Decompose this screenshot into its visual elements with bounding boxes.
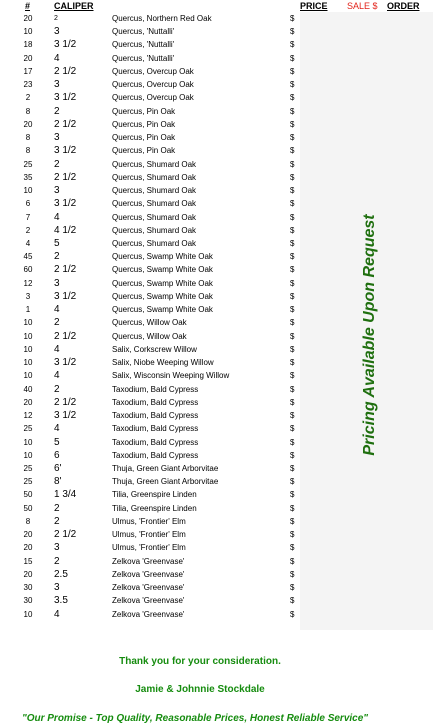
row-price: $ bbox=[290, 238, 295, 248]
row-caliper: 3 bbox=[54, 185, 60, 197]
table-row bbox=[0, 25, 310, 38]
row-caliper: 2 bbox=[54, 317, 60, 329]
row-price: $ bbox=[290, 146, 295, 156]
table-row bbox=[0, 555, 310, 568]
row-caliper: 2 1/2 bbox=[54, 264, 77, 276]
row-price: $ bbox=[290, 397, 295, 407]
row-quantity: 20 bbox=[23, 569, 33, 579]
row-price: $ bbox=[290, 411, 295, 421]
row-quantity: 25 bbox=[23, 159, 33, 169]
row-caliper: 5 bbox=[54, 436, 60, 448]
row-quantity: 10 bbox=[23, 609, 33, 619]
row-price: $ bbox=[290, 265, 295, 275]
row-price: $ bbox=[290, 477, 295, 487]
row-price: $ bbox=[290, 503, 295, 513]
table-row bbox=[0, 316, 310, 329]
row-quantity: 10 bbox=[23, 186, 33, 196]
row-plant-name: Quercus, Shumard Oak bbox=[112, 212, 197, 222]
row-caliper: 2 1/2 bbox=[54, 65, 77, 77]
row-quantity: 8 bbox=[25, 146, 31, 156]
row-plant-name: Ulmus, 'Frontier' Elm bbox=[112, 516, 186, 526]
row-quantity: 3 bbox=[25, 291, 31, 301]
row-caliper: 3 1/2 bbox=[54, 39, 77, 51]
row-price: $ bbox=[290, 291, 295, 301]
row-caliper: 4 bbox=[54, 370, 60, 382]
row-caliper: 6 bbox=[54, 449, 60, 461]
row-caliper: 2 bbox=[54, 555, 60, 567]
table-row bbox=[0, 515, 310, 528]
row-plant-name: Tilia, Greenspire Linden bbox=[112, 490, 197, 500]
table-row bbox=[0, 118, 310, 131]
row-quantity: 15 bbox=[23, 556, 33, 566]
row-price: $ bbox=[290, 225, 295, 235]
table-row bbox=[0, 290, 310, 303]
row-price: $ bbox=[290, 80, 295, 90]
row-plant-name: Ulmus, 'Frontier' Elm bbox=[112, 543, 186, 553]
row-quantity: 60 bbox=[23, 265, 33, 275]
table-row bbox=[0, 475, 310, 488]
row-plant-name: Quercus, Shumard Oak bbox=[112, 186, 197, 196]
row-caliper: 4 bbox=[54, 423, 60, 435]
table-row bbox=[0, 449, 310, 462]
row-plant-name: Thuja, Green Giant Arborvitae bbox=[112, 477, 219, 487]
row-caliper: 2 bbox=[54, 15, 58, 22]
row-plant-name: Taxodium, Bald Cypress bbox=[112, 450, 199, 460]
table-row bbox=[0, 211, 310, 224]
row-price: $ bbox=[290, 331, 295, 341]
header-sale: SALE $ bbox=[347, 1, 378, 11]
row-plant-name: Ulmus, 'Frontier' Elm bbox=[112, 530, 186, 540]
row-price: $ bbox=[290, 159, 295, 169]
row-plant-name: Quercus, Swamp White Oak bbox=[112, 278, 213, 288]
row-quantity: 6 bbox=[25, 199, 31, 209]
row-caliper: 3 1/2 bbox=[54, 198, 77, 210]
row-caliper: 3 1/2 bbox=[54, 145, 77, 157]
row-plant-name: Quercus, Pin Oak bbox=[112, 119, 176, 129]
row-caliper: 2 1/2 bbox=[54, 330, 77, 342]
row-plant-name: Tilia, Greenspire Linden bbox=[112, 503, 197, 513]
row-caliper: 3 bbox=[54, 582, 60, 594]
row-quantity: 10 bbox=[23, 344, 33, 354]
row-quantity: 10 bbox=[23, 371, 33, 381]
row-plant-name: Zelkova 'Greenvase' bbox=[112, 556, 185, 566]
row-caliper: 8' bbox=[54, 476, 62, 488]
row-caliper: 5 bbox=[54, 237, 60, 249]
row-caliper: 4 bbox=[54, 304, 60, 316]
row-quantity: 20 bbox=[23, 397, 33, 407]
table-row bbox=[0, 581, 310, 594]
table-row bbox=[0, 343, 310, 356]
row-caliper: 4 1/2 bbox=[54, 224, 77, 236]
row-caliper: 3 bbox=[54, 277, 60, 289]
row-plant-name: Quercus, Overcup Oak bbox=[112, 66, 194, 76]
row-quantity: 30 bbox=[23, 596, 33, 606]
table-row bbox=[0, 541, 310, 554]
row-price: $ bbox=[290, 40, 295, 50]
row-plant-name: Taxodium, Bald Cypress bbox=[112, 384, 199, 394]
row-plant-name: Quercus, Willow Oak bbox=[112, 318, 187, 328]
table-row bbox=[0, 462, 310, 475]
row-price: $ bbox=[290, 53, 295, 63]
row-price: $ bbox=[290, 252, 295, 262]
table-row bbox=[0, 250, 310, 263]
row-quantity: 20 bbox=[23, 530, 33, 540]
row-quantity: 1 bbox=[25, 305, 31, 315]
row-caliper: 3 bbox=[54, 26, 60, 38]
row-caliper: 3 bbox=[54, 132, 60, 144]
row-quantity: 4 bbox=[25, 238, 31, 248]
row-plant-name: Quercus, 'Nuttalli' bbox=[112, 27, 175, 37]
row-quantity: 12 bbox=[23, 411, 33, 421]
row-price: $ bbox=[290, 305, 295, 315]
table-row bbox=[0, 224, 310, 237]
row-price: $ bbox=[290, 556, 295, 566]
row-quantity: 10 bbox=[23, 358, 33, 368]
row-plant-name: Zelkova 'Greenvase' bbox=[112, 596, 185, 606]
row-price: $ bbox=[290, 371, 295, 381]
table-row bbox=[0, 12, 310, 25]
table-row bbox=[0, 436, 310, 449]
table-row bbox=[0, 105, 310, 118]
row-caliper: 3 1/2 bbox=[54, 290, 77, 302]
row-quantity: 10 bbox=[23, 318, 33, 328]
row-price: $ bbox=[290, 490, 295, 500]
table-row bbox=[0, 528, 310, 541]
row-caliper: 1 3/4 bbox=[54, 489, 77, 501]
table-row bbox=[0, 78, 310, 91]
row-caliper: 4 bbox=[54, 343, 60, 355]
row-plant-name: Quercus, Overcup Oak bbox=[112, 93, 194, 103]
row-caliper: 6' bbox=[54, 462, 62, 474]
row-price: $ bbox=[290, 66, 295, 76]
table-row bbox=[0, 263, 310, 276]
table-row bbox=[0, 65, 310, 78]
header-number: # bbox=[25, 1, 31, 11]
row-price: $ bbox=[290, 212, 295, 222]
row-price: $ bbox=[290, 358, 295, 368]
row-plant-name: Quercus, 'Nuttalli' bbox=[112, 53, 175, 63]
row-plant-name: Quercus, Shumard Oak bbox=[112, 172, 197, 182]
row-price: $ bbox=[290, 133, 295, 143]
row-plant-name: Quercus, Pin Oak bbox=[112, 106, 176, 116]
row-caliper: 3.5 bbox=[54, 595, 68, 607]
row-quantity: 10 bbox=[23, 331, 33, 341]
promise-statement: "Our Promise - Top Quality, Reasonable Prices, Honest Reliable Service" bbox=[21, 713, 369, 724]
row-caliper: 3 1/2 bbox=[54, 357, 77, 369]
row-price: $ bbox=[290, 516, 295, 526]
row-plant-name: Zelkova 'Greenvase' bbox=[112, 569, 185, 579]
row-plant-name: Quercus, Pin Oak bbox=[112, 133, 176, 143]
row-caliper: 2 1/2 bbox=[54, 118, 77, 130]
row-caliper: 2 bbox=[54, 383, 60, 395]
row-quantity: 50 bbox=[23, 503, 33, 513]
row-caliper: 2.5 bbox=[54, 568, 68, 580]
row-quantity: 40 bbox=[23, 384, 33, 394]
row-plant-name: Taxodium, Bald Cypress bbox=[112, 397, 199, 407]
header-order: ORDER bbox=[387, 1, 420, 11]
table-row bbox=[0, 488, 310, 501]
table-row bbox=[0, 237, 310, 250]
row-price: $ bbox=[290, 583, 295, 593]
table-row bbox=[0, 197, 310, 210]
row-price: $ bbox=[290, 569, 295, 579]
row-price: $ bbox=[290, 596, 295, 606]
row-quantity: 25 bbox=[23, 424, 33, 434]
row-caliper: 3 bbox=[54, 542, 60, 554]
row-caliper: 2 bbox=[54, 502, 60, 514]
row-plant-name: Quercus, Swamp White Oak bbox=[112, 291, 213, 301]
row-price: $ bbox=[290, 172, 295, 182]
row-price: $ bbox=[290, 14, 295, 23]
row-price: $ bbox=[290, 106, 295, 116]
row-quantity: 20 bbox=[23, 119, 33, 129]
row-caliper: 2 1/2 bbox=[54, 171, 77, 183]
row-caliper: 2 bbox=[54, 158, 60, 170]
row-quantity: 8 bbox=[25, 106, 31, 116]
row-price: $ bbox=[290, 318, 295, 328]
table-row bbox=[0, 356, 310, 369]
row-caliper: 4 bbox=[54, 608, 60, 620]
table-row bbox=[0, 409, 310, 422]
row-plant-name: Taxodium, Bald Cypress bbox=[112, 424, 199, 434]
row-plant-name: Quercus, Shumard Oak bbox=[112, 159, 197, 169]
thank-you-message: Thank you for your consideration. bbox=[119, 656, 281, 667]
row-quantity: 25 bbox=[23, 463, 33, 473]
table-row bbox=[0, 38, 310, 51]
row-quantity: 20 bbox=[23, 543, 33, 553]
row-price: $ bbox=[290, 344, 295, 354]
row-plant-name: Quercus, Overcup Oak bbox=[112, 80, 194, 90]
row-plant-name: Quercus, Swamp White Oak bbox=[112, 265, 213, 275]
row-price: $ bbox=[290, 530, 295, 540]
row-plant-name: Zelkova 'Greenvase' bbox=[112, 583, 185, 593]
row-caliper: 3 1/2 bbox=[54, 92, 77, 104]
row-plant-name: Taxodium, Bald Cypress bbox=[112, 411, 199, 421]
row-quantity: 30 bbox=[23, 583, 33, 593]
row-plant-name: Thuja, Green Giant Arborvitae bbox=[112, 463, 219, 473]
row-caliper: 3 1/2 bbox=[54, 410, 77, 422]
table-row bbox=[0, 383, 310, 396]
signature: Jamie & Johnnie Stockdale bbox=[135, 684, 265, 695]
row-quantity: 8 bbox=[25, 133, 31, 143]
row-plant-name: Quercus, Swamp White Oak bbox=[112, 252, 213, 262]
row-plant-name: Quercus, Willow Oak bbox=[112, 331, 187, 341]
header-caliper: CALIPER bbox=[54, 1, 94, 11]
row-plant-name: Quercus, Shumard Oak bbox=[112, 238, 197, 248]
row-quantity: 18 bbox=[23, 40, 33, 50]
row-caliper: 2 1/2 bbox=[54, 529, 77, 541]
row-price: $ bbox=[290, 450, 295, 460]
table-row bbox=[0, 568, 310, 581]
row-price: $ bbox=[290, 186, 295, 196]
row-quantity: 23 bbox=[23, 80, 33, 90]
table-row bbox=[0, 502, 310, 515]
row-quantity: 2 bbox=[25, 93, 31, 103]
row-caliper: 3 bbox=[54, 79, 60, 91]
table-row bbox=[0, 131, 310, 144]
row-plant-name: Zelkova 'Greenvase' bbox=[112, 609, 185, 619]
row-plant-name: Quercus, Northern Red Oak bbox=[112, 14, 212, 23]
row-plant-name: Salix, Corkscrew Willow bbox=[112, 344, 197, 354]
table-row bbox=[0, 277, 310, 290]
row-plant-name: Salix, Niobe Weeping Willow bbox=[112, 358, 214, 368]
header-price: PRICE bbox=[300, 1, 328, 11]
row-quantity: 20 bbox=[23, 14, 33, 23]
table-row bbox=[0, 396, 310, 409]
table-row bbox=[0, 91, 310, 104]
row-price: $ bbox=[290, 609, 295, 619]
table-row bbox=[0, 158, 310, 171]
row-caliper: 2 1/2 bbox=[54, 396, 77, 408]
table-row bbox=[0, 330, 310, 343]
row-price: $ bbox=[290, 119, 295, 129]
table-row bbox=[0, 52, 310, 65]
row-quantity: 10 bbox=[23, 437, 33, 447]
row-quantity: 8 bbox=[25, 516, 31, 526]
table-row bbox=[0, 303, 310, 316]
row-quantity: 2 bbox=[25, 225, 31, 235]
table-row bbox=[0, 369, 310, 382]
row-price: $ bbox=[290, 384, 295, 394]
row-caliper: 4 bbox=[54, 52, 60, 64]
row-quantity: 50 bbox=[23, 490, 33, 500]
row-caliper: 2 bbox=[54, 105, 60, 117]
row-price: $ bbox=[290, 93, 295, 103]
row-quantity: 7 bbox=[25, 212, 31, 222]
row-plant-name: Salix, Wisconsin Weeping Willow bbox=[112, 371, 230, 381]
row-plant-name: Quercus, Shumard Oak bbox=[112, 199, 197, 209]
row-price: $ bbox=[290, 543, 295, 553]
row-quantity: 17 bbox=[23, 66, 33, 76]
row-plant-name: Quercus, Swamp White Oak bbox=[112, 305, 213, 315]
table-row bbox=[0, 184, 310, 197]
product-list bbox=[0, 12, 310, 621]
row-plant-name: Taxodium, Bald Cypress bbox=[112, 437, 199, 447]
row-plant-name: Quercus, 'Nuttalli' bbox=[112, 40, 175, 50]
row-price: $ bbox=[290, 27, 295, 37]
table-row bbox=[0, 144, 310, 157]
pricing-note-text: Pricing Available Upon Request bbox=[361, 214, 378, 456]
row-price: $ bbox=[290, 437, 295, 447]
table-row bbox=[0, 171, 310, 184]
row-quantity: 20 bbox=[23, 53, 33, 63]
row-price: $ bbox=[290, 424, 295, 434]
row-plant-name: Quercus, Pin Oak bbox=[112, 146, 176, 156]
row-quantity: 35 bbox=[23, 172, 33, 182]
table-row bbox=[0, 422, 310, 435]
row-price: $ bbox=[290, 463, 295, 473]
row-quantity: 25 bbox=[23, 477, 33, 487]
row-price: $ bbox=[290, 199, 295, 209]
row-quantity: 12 bbox=[23, 278, 33, 288]
row-caliper: 4 bbox=[54, 211, 60, 223]
row-price: $ bbox=[290, 278, 295, 288]
row-quantity: 10 bbox=[23, 450, 33, 460]
row-caliper: 2 bbox=[54, 515, 60, 527]
table-row bbox=[0, 594, 310, 607]
table-row bbox=[0, 608, 310, 621]
row-quantity: 10 bbox=[23, 27, 33, 37]
row-caliper: 2 bbox=[54, 251, 60, 263]
row-plant-name: Quercus, Shumard Oak bbox=[112, 225, 197, 235]
row-quantity: 45 bbox=[23, 252, 33, 262]
